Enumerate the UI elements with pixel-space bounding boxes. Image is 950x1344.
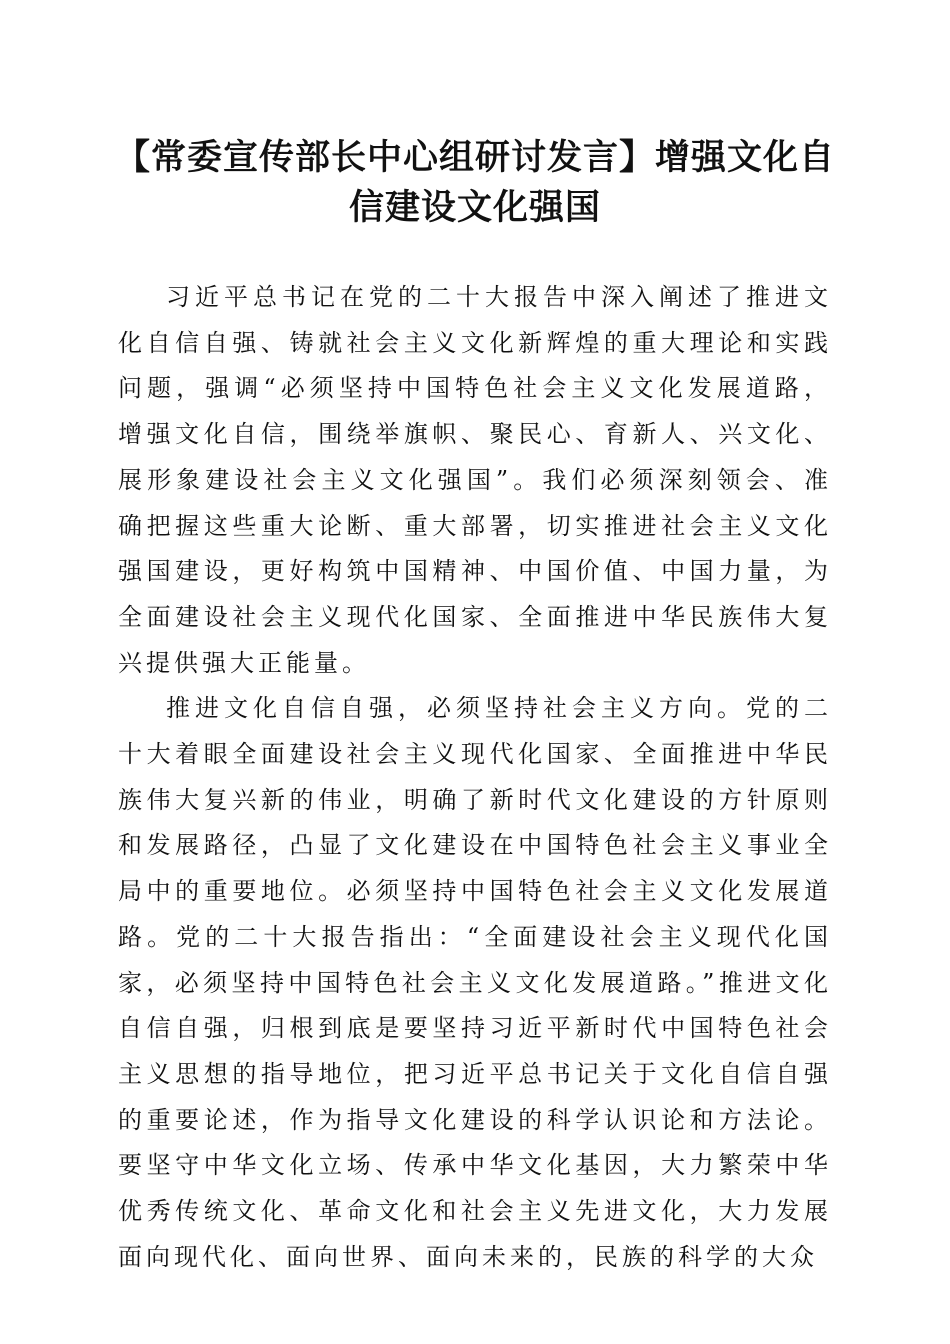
document-body [118,275,832,1280]
paragraph-1: 习近平总书记在党的二十大报告中深入阐述了推进文化自信自强、铸就社会主义文化新辉煌的重大理论和实践问题，强调“必须坚持中国特色社会主义文化发展道路，增强文化自信，围绕举旗帜、聚民心、育新人、兴文化、展形象建设社会主义文化强国”。我们必须深刻领会、准确把握这些重大论断、重大部署，切实推进社会主义文化强国建设，更好构筑中国精神、中国价值、中国力量，为全面建设社会主义现代化国家、全面推进中华民族伟大复兴提供强大正能量。 [118,283,832,677]
paragraph-2: 推进文化自信自强，必须坚持社会主义方向。党的二十大着眼全面建设社会主义现代化国家、全面推进中华民族伟大复兴新的伟业，明确了新时代文化建设的方针原则和发展路径，凸显了文化建设在中国特色社会主义事业全局中的重要地位。必须坚持中国特色社会主义文化发展道路。党的二十大报告指出：“全面建设社会主义现代化国家，必须坚持中国特色社会主义文化发展道路。”推进文化自信自强，归根到底是要坚持习近平新时代中国特色社会主义思想的指导地位，把习近平总书记关于文化自信自强的重要论述，作为指导文化建设的科学认识论和方法论。要坚守中华文化立场、传承中华文化基因，大力繁荣中华优秀传统文化、革命文化和社会主义先进文化，大力发展面向现代化、面向世界、面向未来的，民族的科学的大众 [118,694,832,1271]
document-title: 【常委宣传部长中心组研讨发言】增强文化自信建设文化强国 [114,137,835,228]
